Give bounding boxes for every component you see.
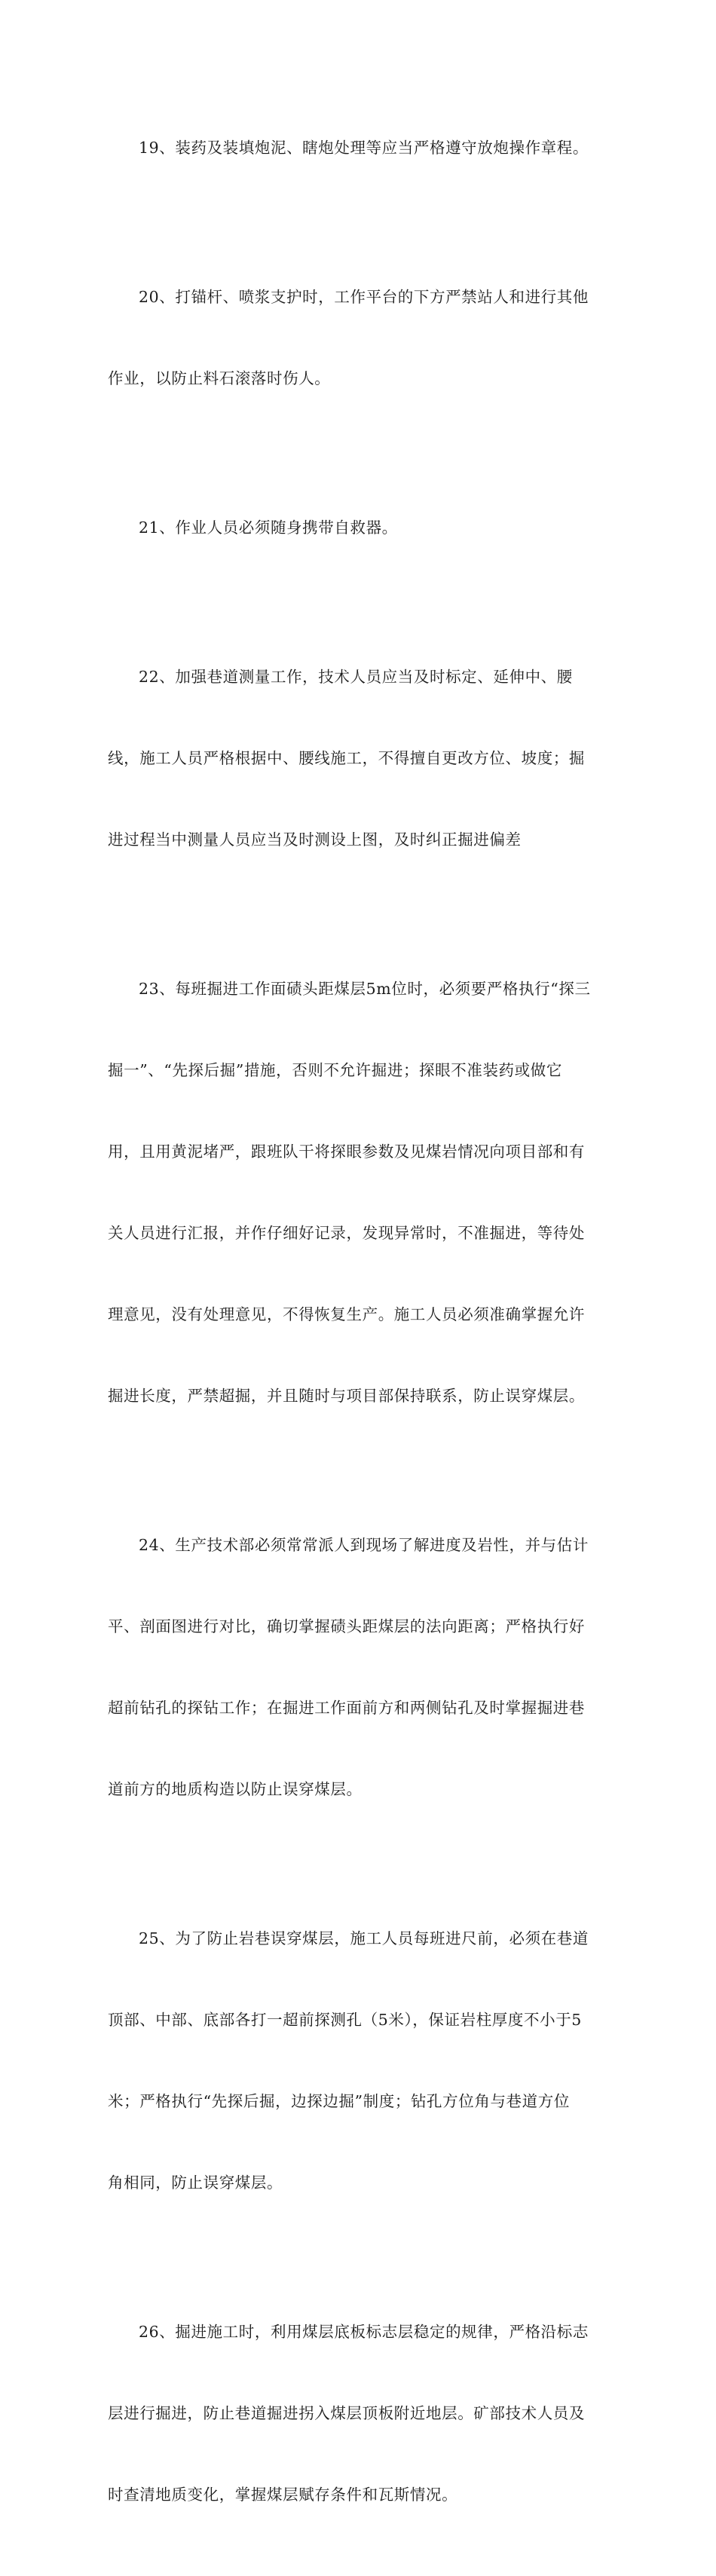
paragraph-line: 层进行掘进，防止巷道掘进拐入煤层顶板附近地层。矿部技术人员及 bbox=[108, 2404, 585, 2422]
paragraph-line: 线，施工人员严格根据中、腰线施工，不得擅自更改方位、坡度；掘 bbox=[108, 749, 585, 767]
paragraph-line: 用，且用黄泥堵严，跟班队干将探眼参数及见煤岩情况向项目部和有 bbox=[108, 1143, 585, 1161]
paragraph-line: 25、为了防止岩巷误穿煤层，施工人员每班进尺前，必须在巷道 bbox=[139, 1929, 589, 1947]
paragraph-23 bbox=[108, 921, 607, 1464]
document-body bbox=[108, 80, 607, 2576]
paragraph-line: 进过程当中测量人员应当及时测设上图，及时纠正掘进偏差 bbox=[108, 831, 522, 849]
paragraph-line: 26、掘进施工时，利用煤层底板标志层稳定的规律，严格沿标志 bbox=[139, 2323, 589, 2341]
paragraph-line: 24、生产技术部必须常常派人到现场了解进度及岩性，并与估计 bbox=[139, 1536, 589, 1554]
paragraph-line: 时查清地质变化，掌握煤层赋存条件和瓦斯情况。 bbox=[108, 2486, 458, 2504]
paragraph-20 bbox=[108, 229, 607, 446]
paragraph-line: 超前钻孔的探钻工作；在掘进工作面前方和两侧钻孔及时掌握掘进巷 bbox=[108, 1699, 585, 1717]
paragraph-line: 19、装药及装填炮泥、瞎炮处理等应当严格遵守放炮操作章程。 bbox=[139, 139, 589, 157]
paragraph-22 bbox=[108, 609, 607, 907]
paragraph-line: 20、打锚杆、喷浆支护时，工作平台的下方严禁站人和进行其他 bbox=[139, 288, 589, 306]
paragraph-line: 米；严格执行“先探后掘，边探边掘”制度；钻孔方位角与巷道方位 bbox=[108, 2092, 570, 2110]
paragraph-line: 顶部、中部、底部各打一超前探测孔（5米），保证岩柱厚度不小于5 bbox=[108, 2011, 582, 2029]
paragraph-line: 掘进长度，严禁超掘，并且随时与项目部保持联系，防止误穿煤层。 bbox=[108, 1387, 585, 1405]
paragraph-25 bbox=[108, 1871, 607, 2250]
paragraph-19 bbox=[108, 80, 607, 216]
paragraph-line: 21、作业人员必须随身携带自救器。 bbox=[139, 519, 398, 537]
paragraph-line: 23、每班掘进工作面碛头距煤层5m位时，必须要严格执行“探三 bbox=[139, 980, 591, 998]
paragraph-line: 22、加强巷道测量工作，技术人员应当及时标定、延伸中、腰 bbox=[139, 668, 573, 686]
paragraph-21 bbox=[108, 460, 607, 595]
paragraph-line: 掘一”、“先探后掘”措施，否则不允许掘进；探眼不准装药或做它 bbox=[108, 1061, 562, 1079]
paragraph-line: 角相同，防止误穿煤层。 bbox=[108, 2174, 283, 2192]
paragraph-line: 作业，以防止料石滚落时伤人。 bbox=[108, 369, 331, 387]
paragraph-26 bbox=[108, 2264, 607, 2562]
paragraph-line: 平、剖面图进行对比，确切掌握碛头距煤层的法向距离；严格执行好 bbox=[108, 1617, 585, 1635]
paragraph-line: 理意见，没有处理意见，不得恢复生产。施工人员必须准确掌握允许 bbox=[108, 1305, 585, 1323]
paragraph-line: 道前方的地质构造以防止误穿煤层。 bbox=[108, 1780, 363, 1798]
paragraph-24 bbox=[108, 1477, 607, 1857]
paragraph-line: 关人员进行汇报，并作仔细好记录，发现异常时，不准掘进，等待处 bbox=[108, 1224, 585, 1242]
